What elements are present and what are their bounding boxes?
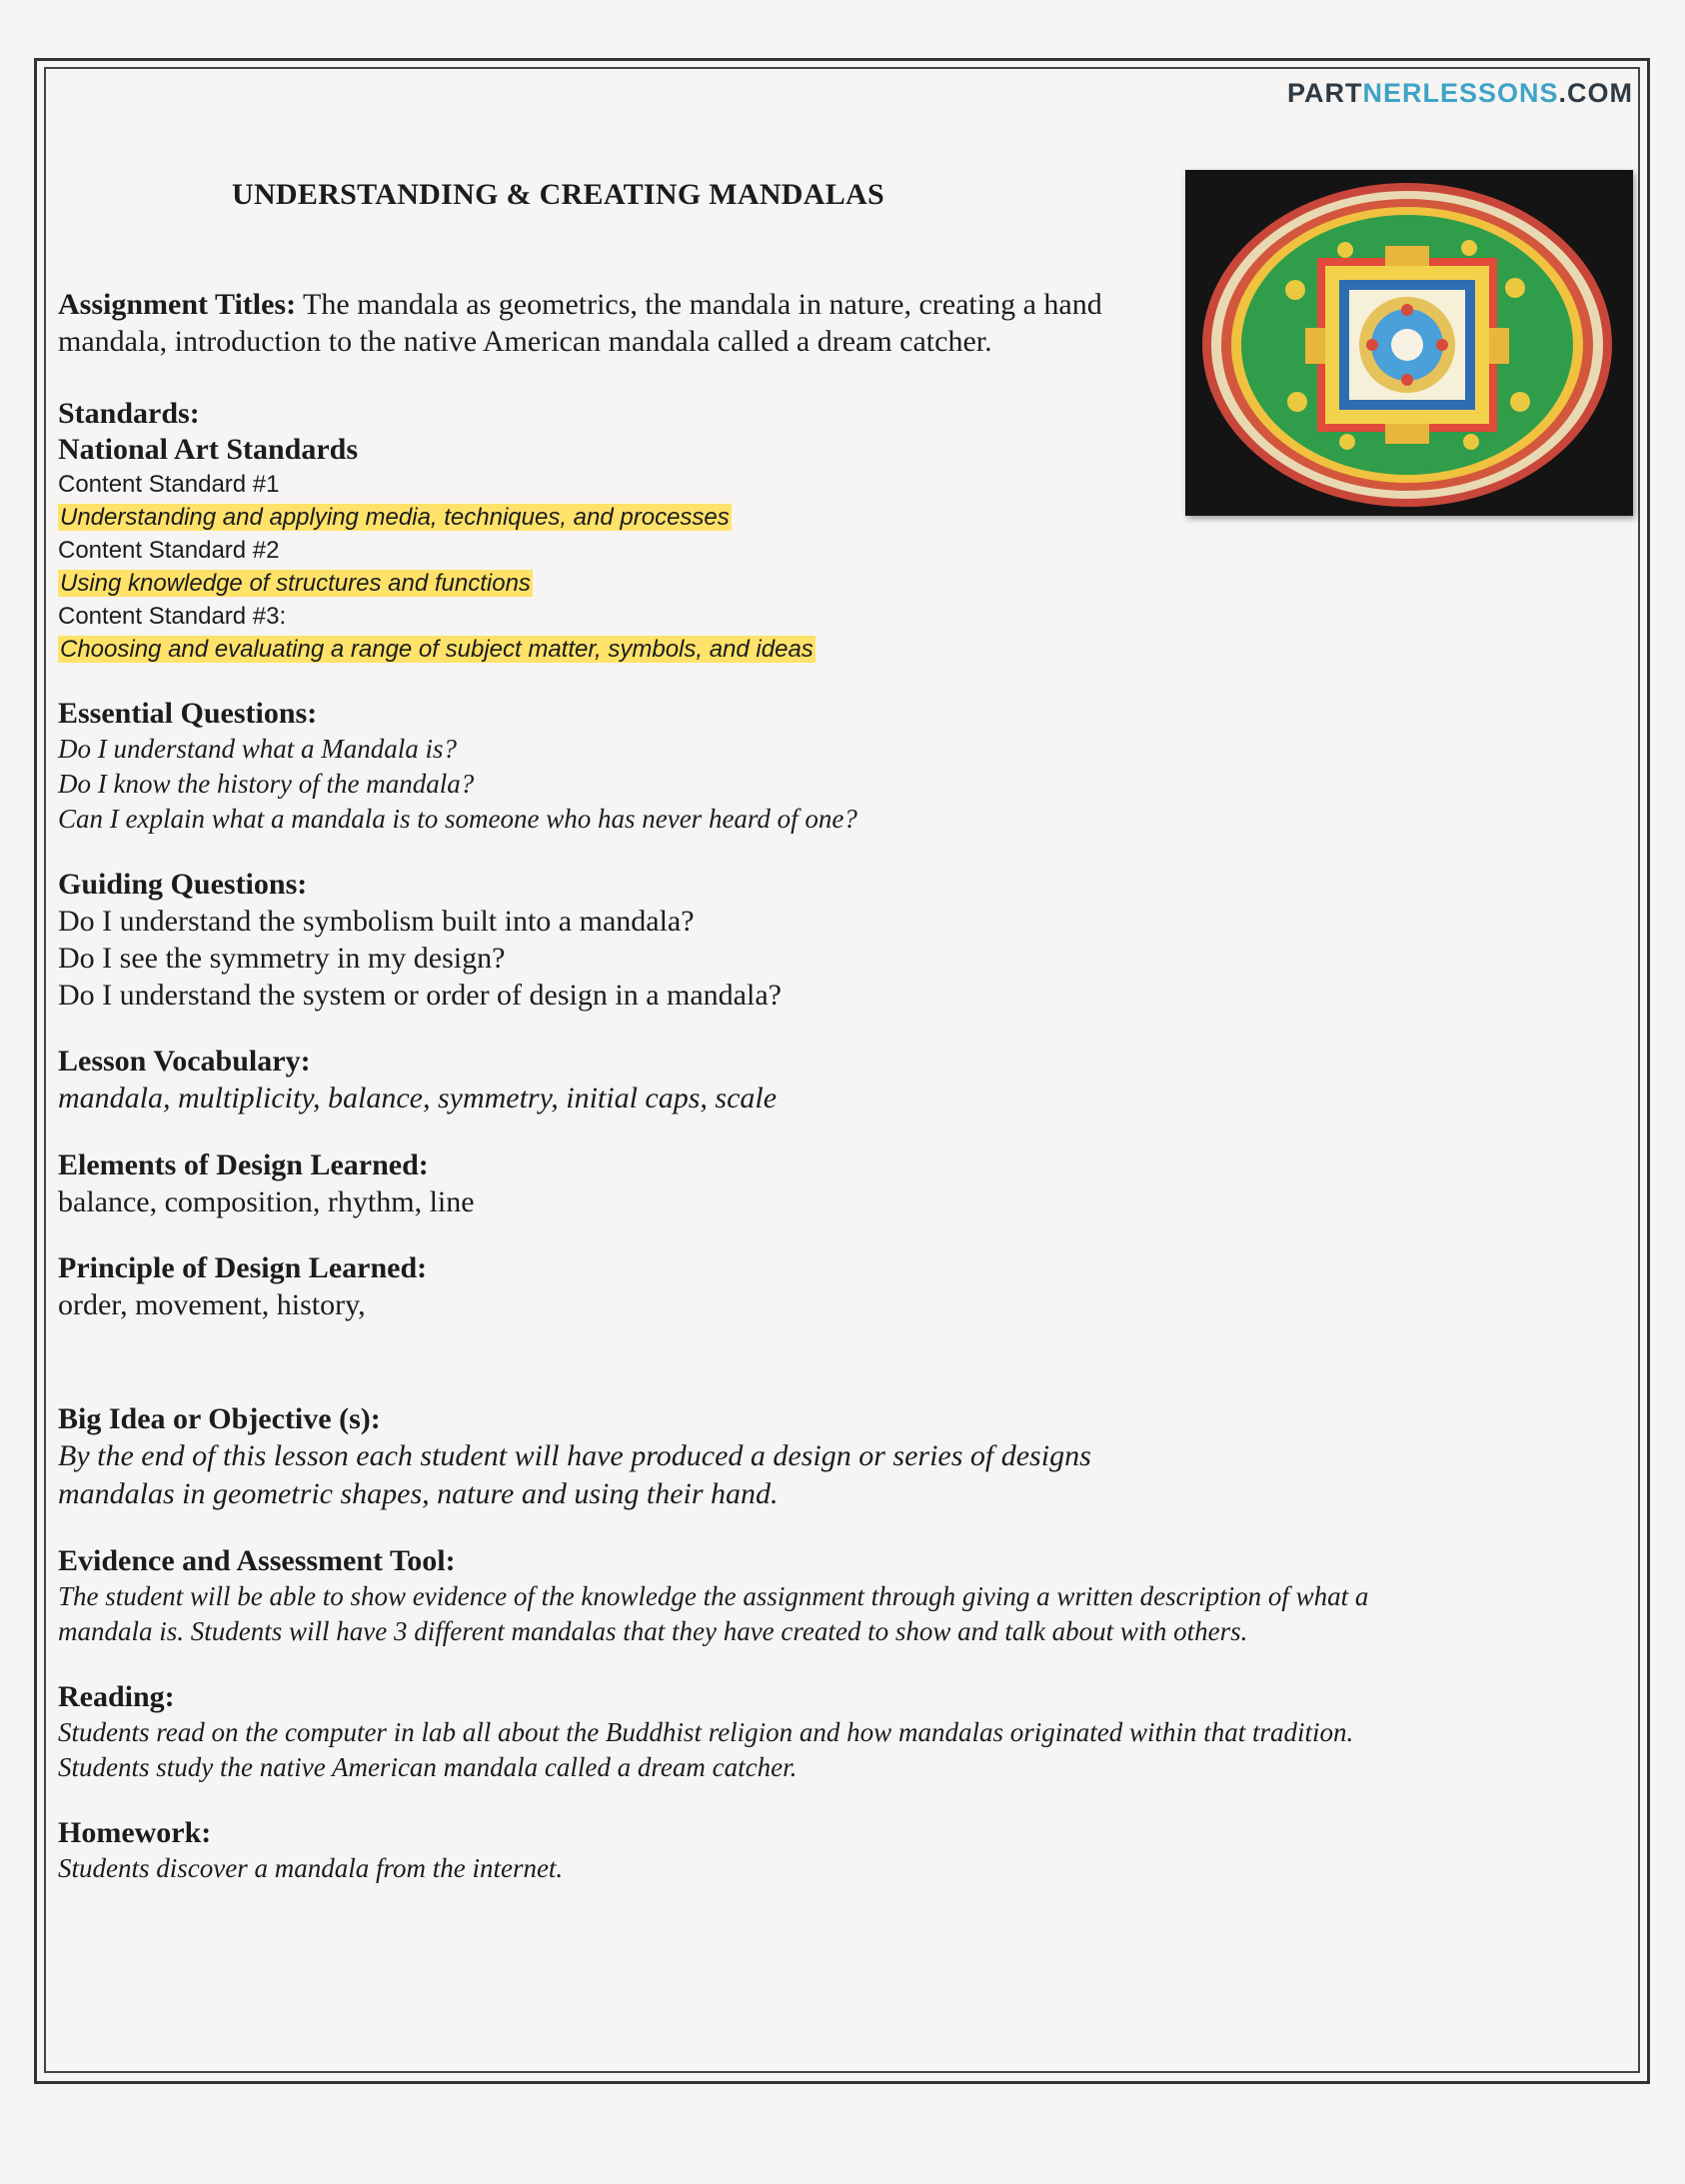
principle-heading: Principle of Design Learned: [58,1251,428,1284]
evidence-line1: The student will be able to show evidence of the knowledge the assignment through giving a written description of what a [58,1581,1369,1611]
objective-line1: By the end of this lesson each student will have produced a design or series of designs [58,1439,1091,1472]
national-standards-heading: National Art Standards [58,433,359,466]
guiding-q2: Do I see the symmetry in my design? [58,942,506,975]
essential-heading: Essential Questions: [58,697,318,730]
vocab-text: mandala, multiplicity, balance, symmetry, initial caps, scale [58,1082,778,1114]
guiding-heading: Guiding Questions: [58,868,308,901]
standard-2-label: Content Standard #2 [58,537,280,564]
reading-line1: Students read on the computer in lab all about the Buddhist religion and how mandalas originated within that tradition. [58,1717,1354,1747]
standard-2-text: Using knowledge of structures and functions [60,570,531,597]
elements-text: balance, composition, rhythm, line [58,1185,475,1218]
standard-1-label: Content Standard #1 [58,471,280,498]
principle-text: order, movement, history, [58,1288,366,1321]
evidence-line2: mandala is. Students will have 3 different mandalas that they have created to show and talk about with others. [58,1616,1248,1646]
elements-heading: Elements of Design Learned: [58,1148,429,1181]
essential-q3: Can I explain what a mandala is to someone who has never heard of one? [58,804,857,834]
reading-heading: Reading: [58,1680,175,1713]
standard-3-text: Choosing and evaluating a range of subject matter, symbols, and ideas [60,636,814,663]
essential-q2: Do I know the history of the mandala? [58,769,475,799]
standard-3-label: Content Standard #3: [58,603,287,630]
vocab-heading: Lesson Vocabulary: [58,1045,311,1078]
objective-heading: Big Idea or Objective (s): [58,1402,381,1435]
evidence-heading: Evidence and Assessment Tool: [58,1544,456,1577]
guiding-q3: Do I understand the system or order of design in a mandala? [58,979,782,1012]
page-title: UNDERSTANDING & CREATING MANDALAS [232,178,884,211]
homework-heading: Homework: [58,1816,212,1849]
guiding-q1: Do I understand the symbolism built into a mandala? [58,905,695,938]
essential-q1: Do I understand what a Mandala is? [58,734,458,764]
assignment-titles: Assignment Titles: The mandala as geometrics, the mandala in nature, creating a hand mandala, introduction to the native American mandala called a dream catcher. [58,288,1102,358]
reading-line2: Students study the native American mandala called a dream catcher. [58,1752,798,1782]
standards-heading: Standards: [58,397,200,430]
objective-line2: mandalas in geometric shapes, nature and using their hand. [58,1477,779,1510]
lesson-content [58,286,1577,1886]
homework-text: Students discover a mandala from the internet. [58,1853,564,1883]
brand-logo: PARTNERLESSONS.COM [1286,78,1633,108]
standard-1-text: Understanding and applying media, techniques, and processes [60,504,730,531]
